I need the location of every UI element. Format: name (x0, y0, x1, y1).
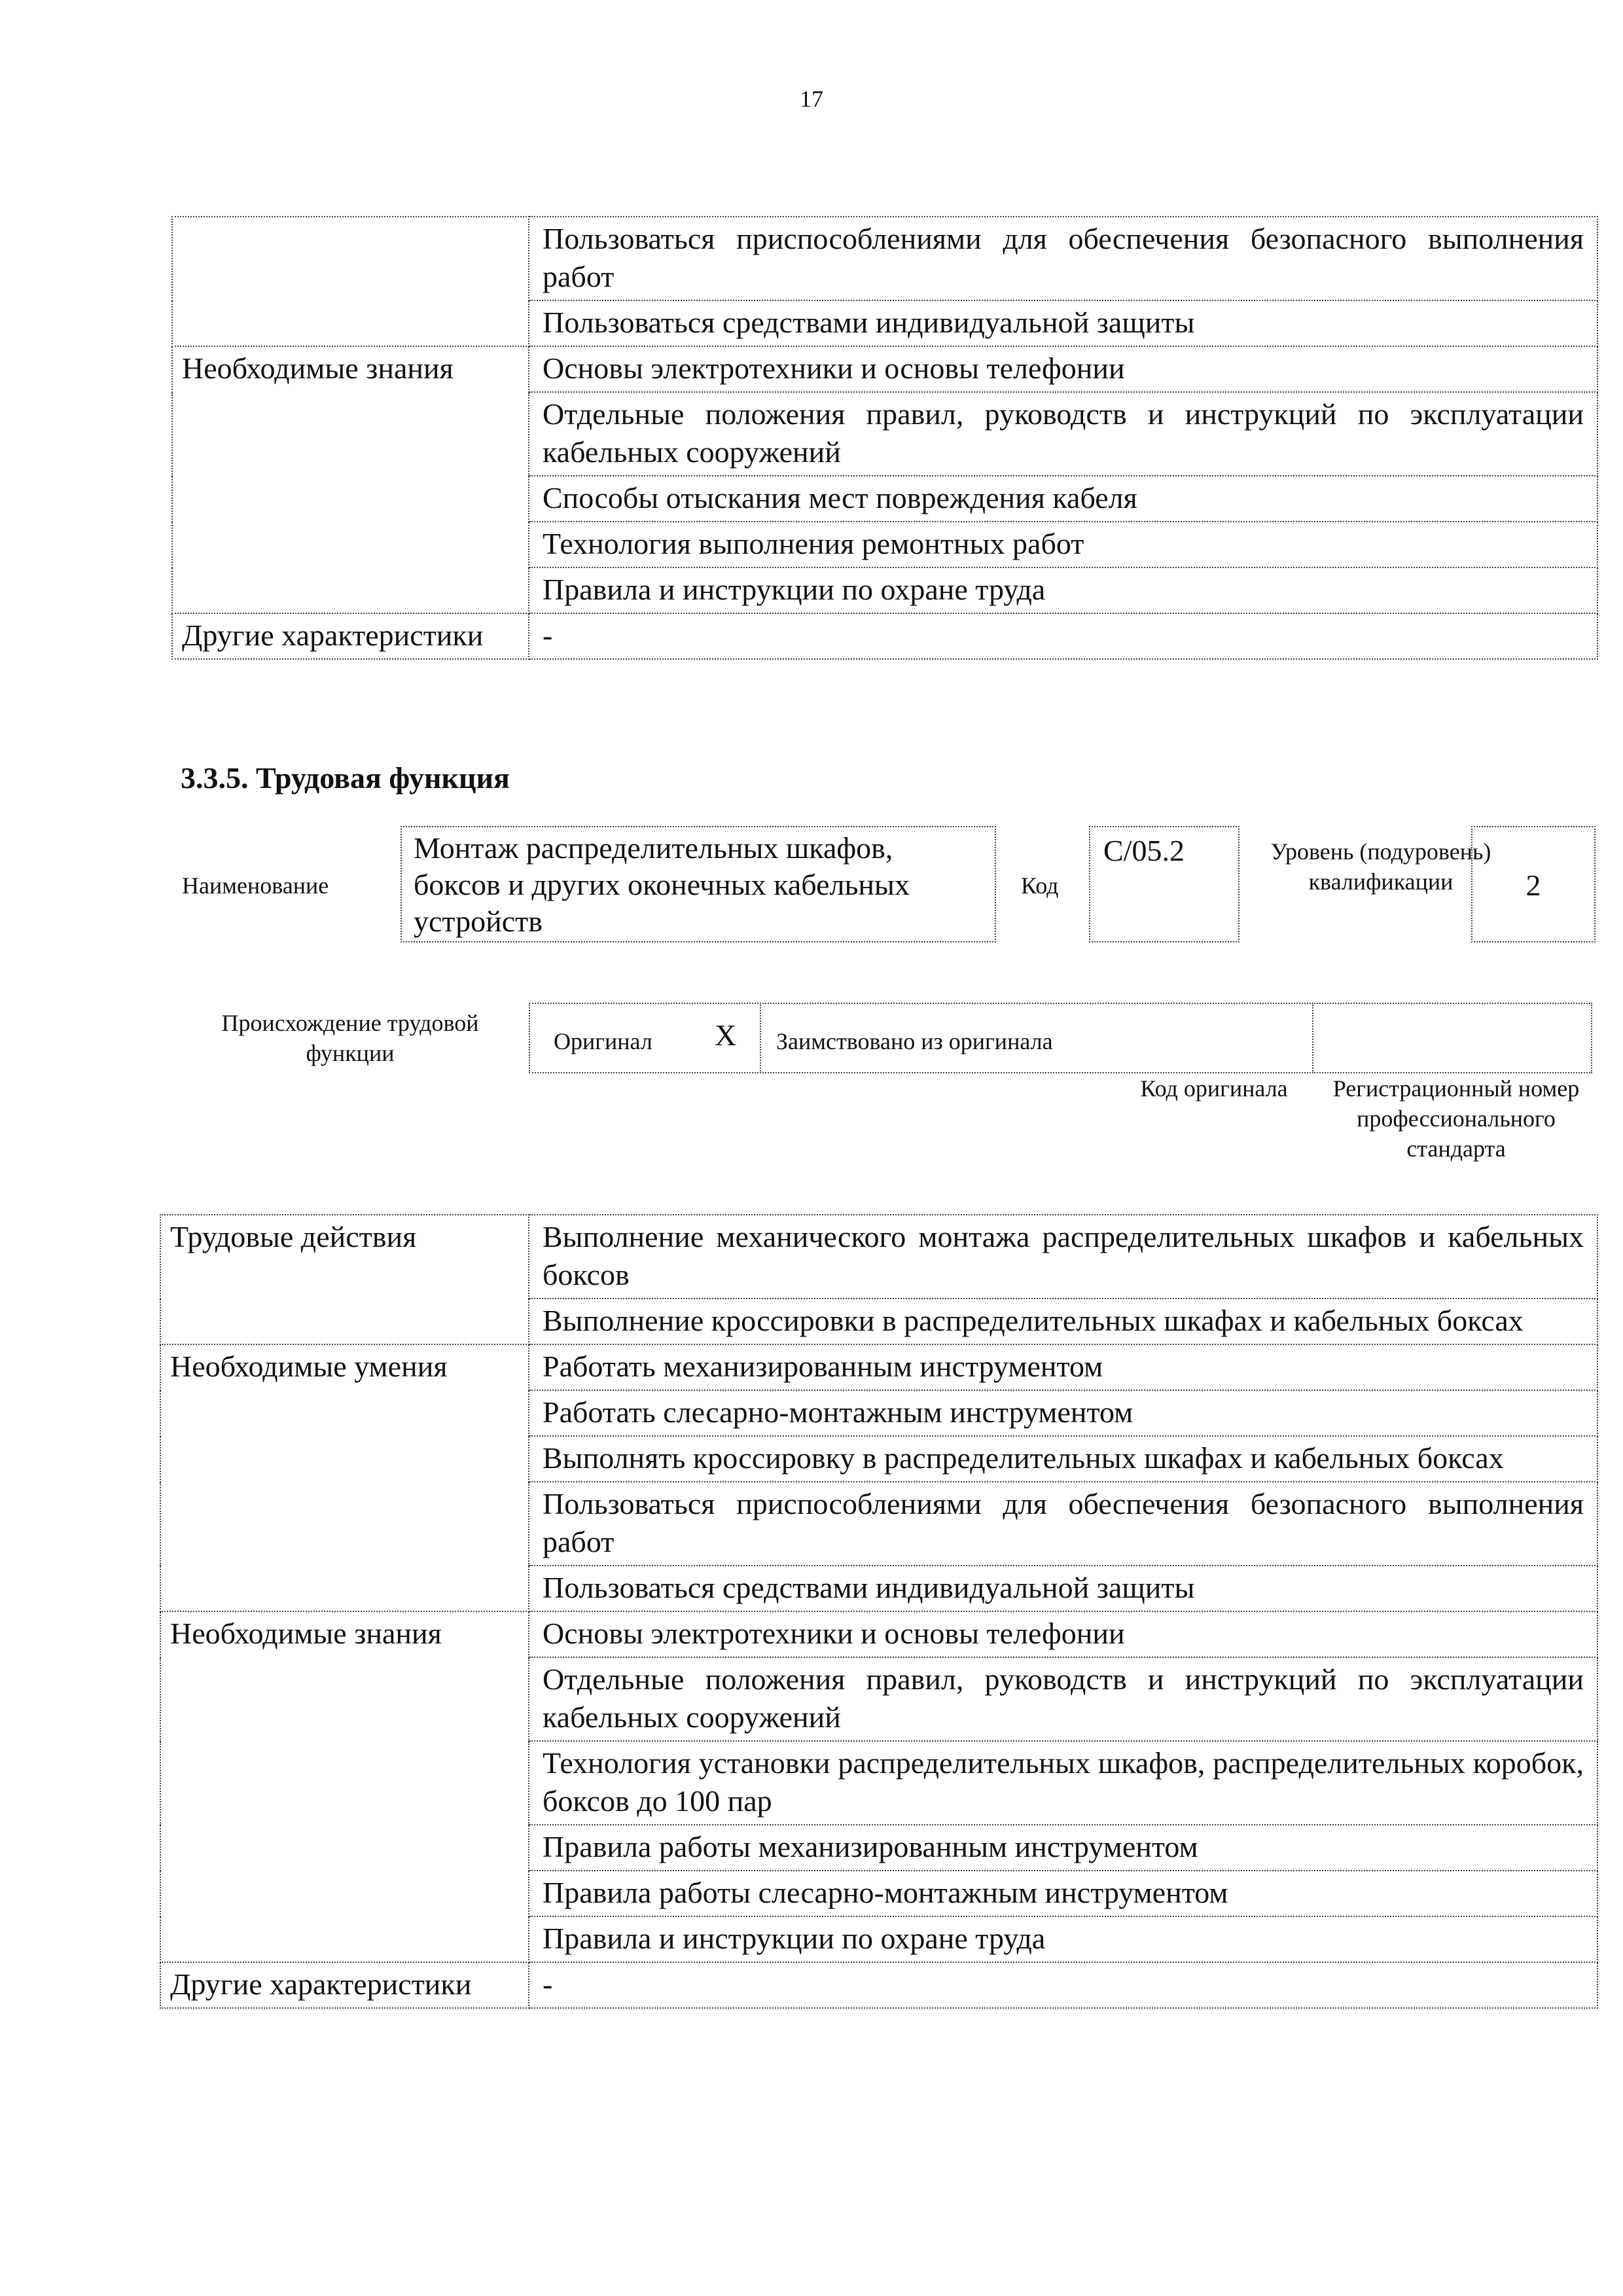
row-label-continuation (172, 567, 529, 613)
row-label-continuation (172, 476, 529, 522)
table-row (160, 1390, 1597, 1436)
table-row (160, 1657, 1597, 1741)
table-row (160, 1482, 1597, 1566)
origin-reg-number-cell (1312, 1003, 1592, 1073)
table-row (160, 1436, 1597, 1482)
row-label-continuation (172, 300, 529, 346)
row-item: Технология установки распределительных шкафов, распределительных коробок, боксов до 100 пар (529, 1741, 1597, 1825)
level-value: 2 (1471, 826, 1596, 942)
original-label: Оригинал (554, 1028, 652, 1054)
row-item: Отдельные положения правил, руководств и инструкций по эксплуатации кабельных сооружений (529, 392, 1597, 476)
table-row (160, 1825, 1597, 1871)
origin-label: Происхождение трудовой функции (221, 1010, 479, 1066)
row-item: Основы электротехники и основы телефонии (529, 1611, 1597, 1657)
row-label-continuation (160, 1482, 529, 1566)
name-label: Наименование (182, 872, 329, 899)
row-item: Правила работы слесарно-монтажным инструментом (529, 1871, 1597, 1916)
row-item: Правила и инструкции по охране труда (529, 567, 1597, 613)
row-label-continuation (160, 1299, 529, 1344)
code-original-label: Код оригинала (1140, 1075, 1288, 1102)
row-label-continuation (160, 1825, 529, 1871)
table-row (172, 217, 1597, 300)
table-row (160, 1299, 1597, 1344)
row-label: Необходимые знания (172, 346, 529, 392)
row-label-continuation (160, 1436, 529, 1482)
page-number: 17 (800, 86, 823, 112)
row-item: - (529, 613, 1597, 659)
table-row (160, 1215, 1597, 1299)
row-label: Необходимые умения (160, 1344, 529, 1390)
table-row (160, 1871, 1597, 1916)
table-row (172, 476, 1597, 522)
table-row (172, 613, 1597, 659)
row-label (172, 217, 529, 300)
row-item: Технология выполнения ремонтных работ (529, 522, 1597, 567)
row-item: Выполнение механического монтажа распределительных шкафов и кабельных боксов (529, 1215, 1597, 1299)
row-item: Правила и инструкции по охране труда (529, 1916, 1597, 1962)
table-row (172, 567, 1597, 613)
row-label-continuation (160, 1741, 529, 1825)
borrowed-label: Заимствовано из оригинала (776, 1028, 1053, 1054)
table-row (172, 300, 1597, 346)
row-item: - (529, 1962, 1597, 2008)
row-label-continuation (160, 1657, 529, 1741)
row-label-continuation (160, 1390, 529, 1436)
row-item: Пользоваться приспособлениями для обеспечения безопасного выполнения работ (529, 1482, 1597, 1566)
row-item: Основы электротехники и основы телефонии (529, 346, 1597, 392)
table-row (160, 1741, 1597, 1825)
reg-number-label: Регистрационный номер профессионального стандарта (1332, 1075, 1580, 1162)
level-label: Уровень (подуровень) квалификации (1270, 838, 1491, 895)
labor-function-table-continued (171, 216, 1598, 660)
row-item: Работать механизированным инструментом (529, 1344, 1597, 1390)
table-row (172, 346, 1597, 392)
row-item: Правила работы механизированным инструментом (529, 1825, 1597, 1871)
name-value: Монтаж распределительных шкафов, боксов и других оконечных кабельных устройств (401, 826, 996, 942)
row-label-continuation (160, 1871, 529, 1916)
row-item: Пользоваться средствами индивидуальной защиты (529, 1566, 1597, 1611)
code-label: Код (1021, 872, 1059, 899)
table-row (172, 522, 1597, 567)
row-item: Отдельные положения правил, руководств и инструкций по эксплуатации кабельных сооружений (529, 1657, 1597, 1741)
row-item: Выполнять кроссировку в распределительных шкафах и кабельных боксах (529, 1436, 1597, 1482)
row-label-continuation (160, 1916, 529, 1962)
table-row (160, 1611, 1597, 1657)
table-row (172, 392, 1597, 476)
row-label-continuation (172, 392, 529, 476)
original-mark: X (715, 1018, 737, 1052)
table-row (160, 1566, 1597, 1611)
row-item: Выполнение кроссировки в распределительных шкафах и кабельных боксах (529, 1299, 1597, 1344)
row-item: Пользоваться приспособлениями для обеспечения безопасного выполнения работ (529, 217, 1597, 300)
table-row (160, 1344, 1597, 1390)
row-item: Способы отыскания мест повреждения кабеля (529, 476, 1597, 522)
row-label-continuation (172, 522, 529, 567)
table-row (160, 1962, 1597, 2008)
code-value: C/05.2 (1089, 826, 1240, 942)
row-label: Другие характеристики (172, 613, 529, 659)
row-label: Другие характеристики (160, 1962, 529, 2008)
row-label: Трудовые действия (160, 1215, 529, 1299)
section-heading: 3.3.5. Трудовая функция (181, 761, 510, 795)
row-label-continuation (160, 1566, 529, 1611)
row-item: Пользоваться средствами индивидуальной защиты (529, 300, 1597, 346)
labor-function-table (160, 1214, 1598, 2009)
row-label: Необходимые знания (160, 1611, 529, 1657)
table-row (160, 1916, 1597, 1962)
row-item: Работать слесарно-монтажным инструментом (529, 1390, 1597, 1436)
